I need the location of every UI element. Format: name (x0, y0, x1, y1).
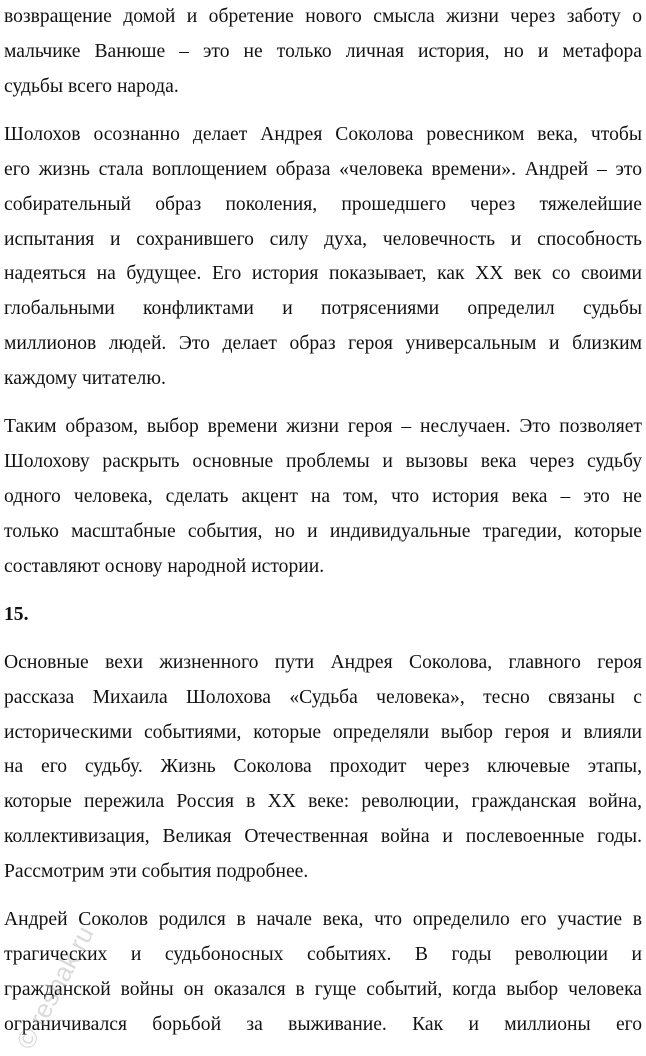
document-page (4, 0, 642, 1056)
text-line: гражданской войны он оказался в гуще событий, когда выбор человека (4, 978, 642, 1000)
paragraph (4, 903, 642, 1042)
text-line: Таким образом, выбор времени жизни героя – неслучаен. Это позволяет (4, 416, 642, 438)
text-line: коллективизация, Великая Отечественная война и послевоенные годы. (4, 825, 642, 847)
text-line: рассказа Михаила Шолохова «Судьба человека», тесно связаны с (4, 686, 642, 708)
watermark: © reshak.ru (10, 921, 100, 1055)
text-line: историческими событиями, которые определяли выбор героя и влияли (4, 721, 642, 743)
text-line: возвращение домой и обретение нового смысла жизни через заботу о (4, 6, 642, 27)
text-line: ограничивался борьбой за выживание. Как и миллионы его (4, 1013, 642, 1035)
text-line: только масштабные события, но и индивидуальные трагедии, которые (4, 520, 642, 542)
paragraphs-after (4, 646, 642, 1043)
text-line: которые пережила Россия в XX веке: революции, гражданская война, (4, 791, 642, 813)
text-line: Шолохов осознанно делает Андрея Соколова ровесником века, чтобы (4, 124, 642, 146)
text-line: Шолохову раскрыть основные проблемы и вызовы века через судьбу (4, 451, 642, 473)
paragraph (4, 646, 642, 890)
text-line: судьбы всего народа. (4, 75, 179, 97)
paragraph (4, 118, 642, 396)
text-line: мальчике Ванюше – это не только личная история, но и метафора (4, 40, 642, 62)
text-line: составляют основу народной истории. (4, 555, 325, 577)
text-line: испытания и сохранившего силу духа, человечность и способность (4, 228, 642, 250)
text-line: каждому читателю. (4, 367, 166, 389)
paragraph (4, 0, 642, 104)
text-line: одного человека, сделать акцент на том, что история века – это не (4, 485, 642, 507)
paragraphs-before (4, 0, 642, 584)
text-line: надеяться на будущее. Его история показывает, как XX век со своими (4, 263, 642, 285)
text-line: трагических и судьбоносных событиях. В годы революции и (4, 944, 642, 966)
text-line: Рассмотрим эти события подробнее. (4, 860, 309, 882)
text-line: Основные вехи жизненного пути Андрея Соколова, главного героя (4, 651, 642, 673)
text-line: на его судьбу. Жизнь Соколова проходит через ключевые этапы, (4, 756, 642, 778)
text-line: Андрей Соколов родился в начале века, что определило его участие в (4, 909, 642, 931)
text-line: глобальными конфликтами и потрясениями определил судьбы (4, 298, 642, 320)
text-line: собирательный образ поколения, прошедшего через тяжелейшие (4, 193, 642, 215)
paragraph (4, 410, 642, 584)
section-heading: 15. (4, 604, 29, 626)
text-line: миллионов людей. Это делает образ героя универсальным и близким (4, 332, 642, 354)
text-line: его жизнь стала воплощением образа «человека времени». Андрей – это (4, 158, 642, 180)
